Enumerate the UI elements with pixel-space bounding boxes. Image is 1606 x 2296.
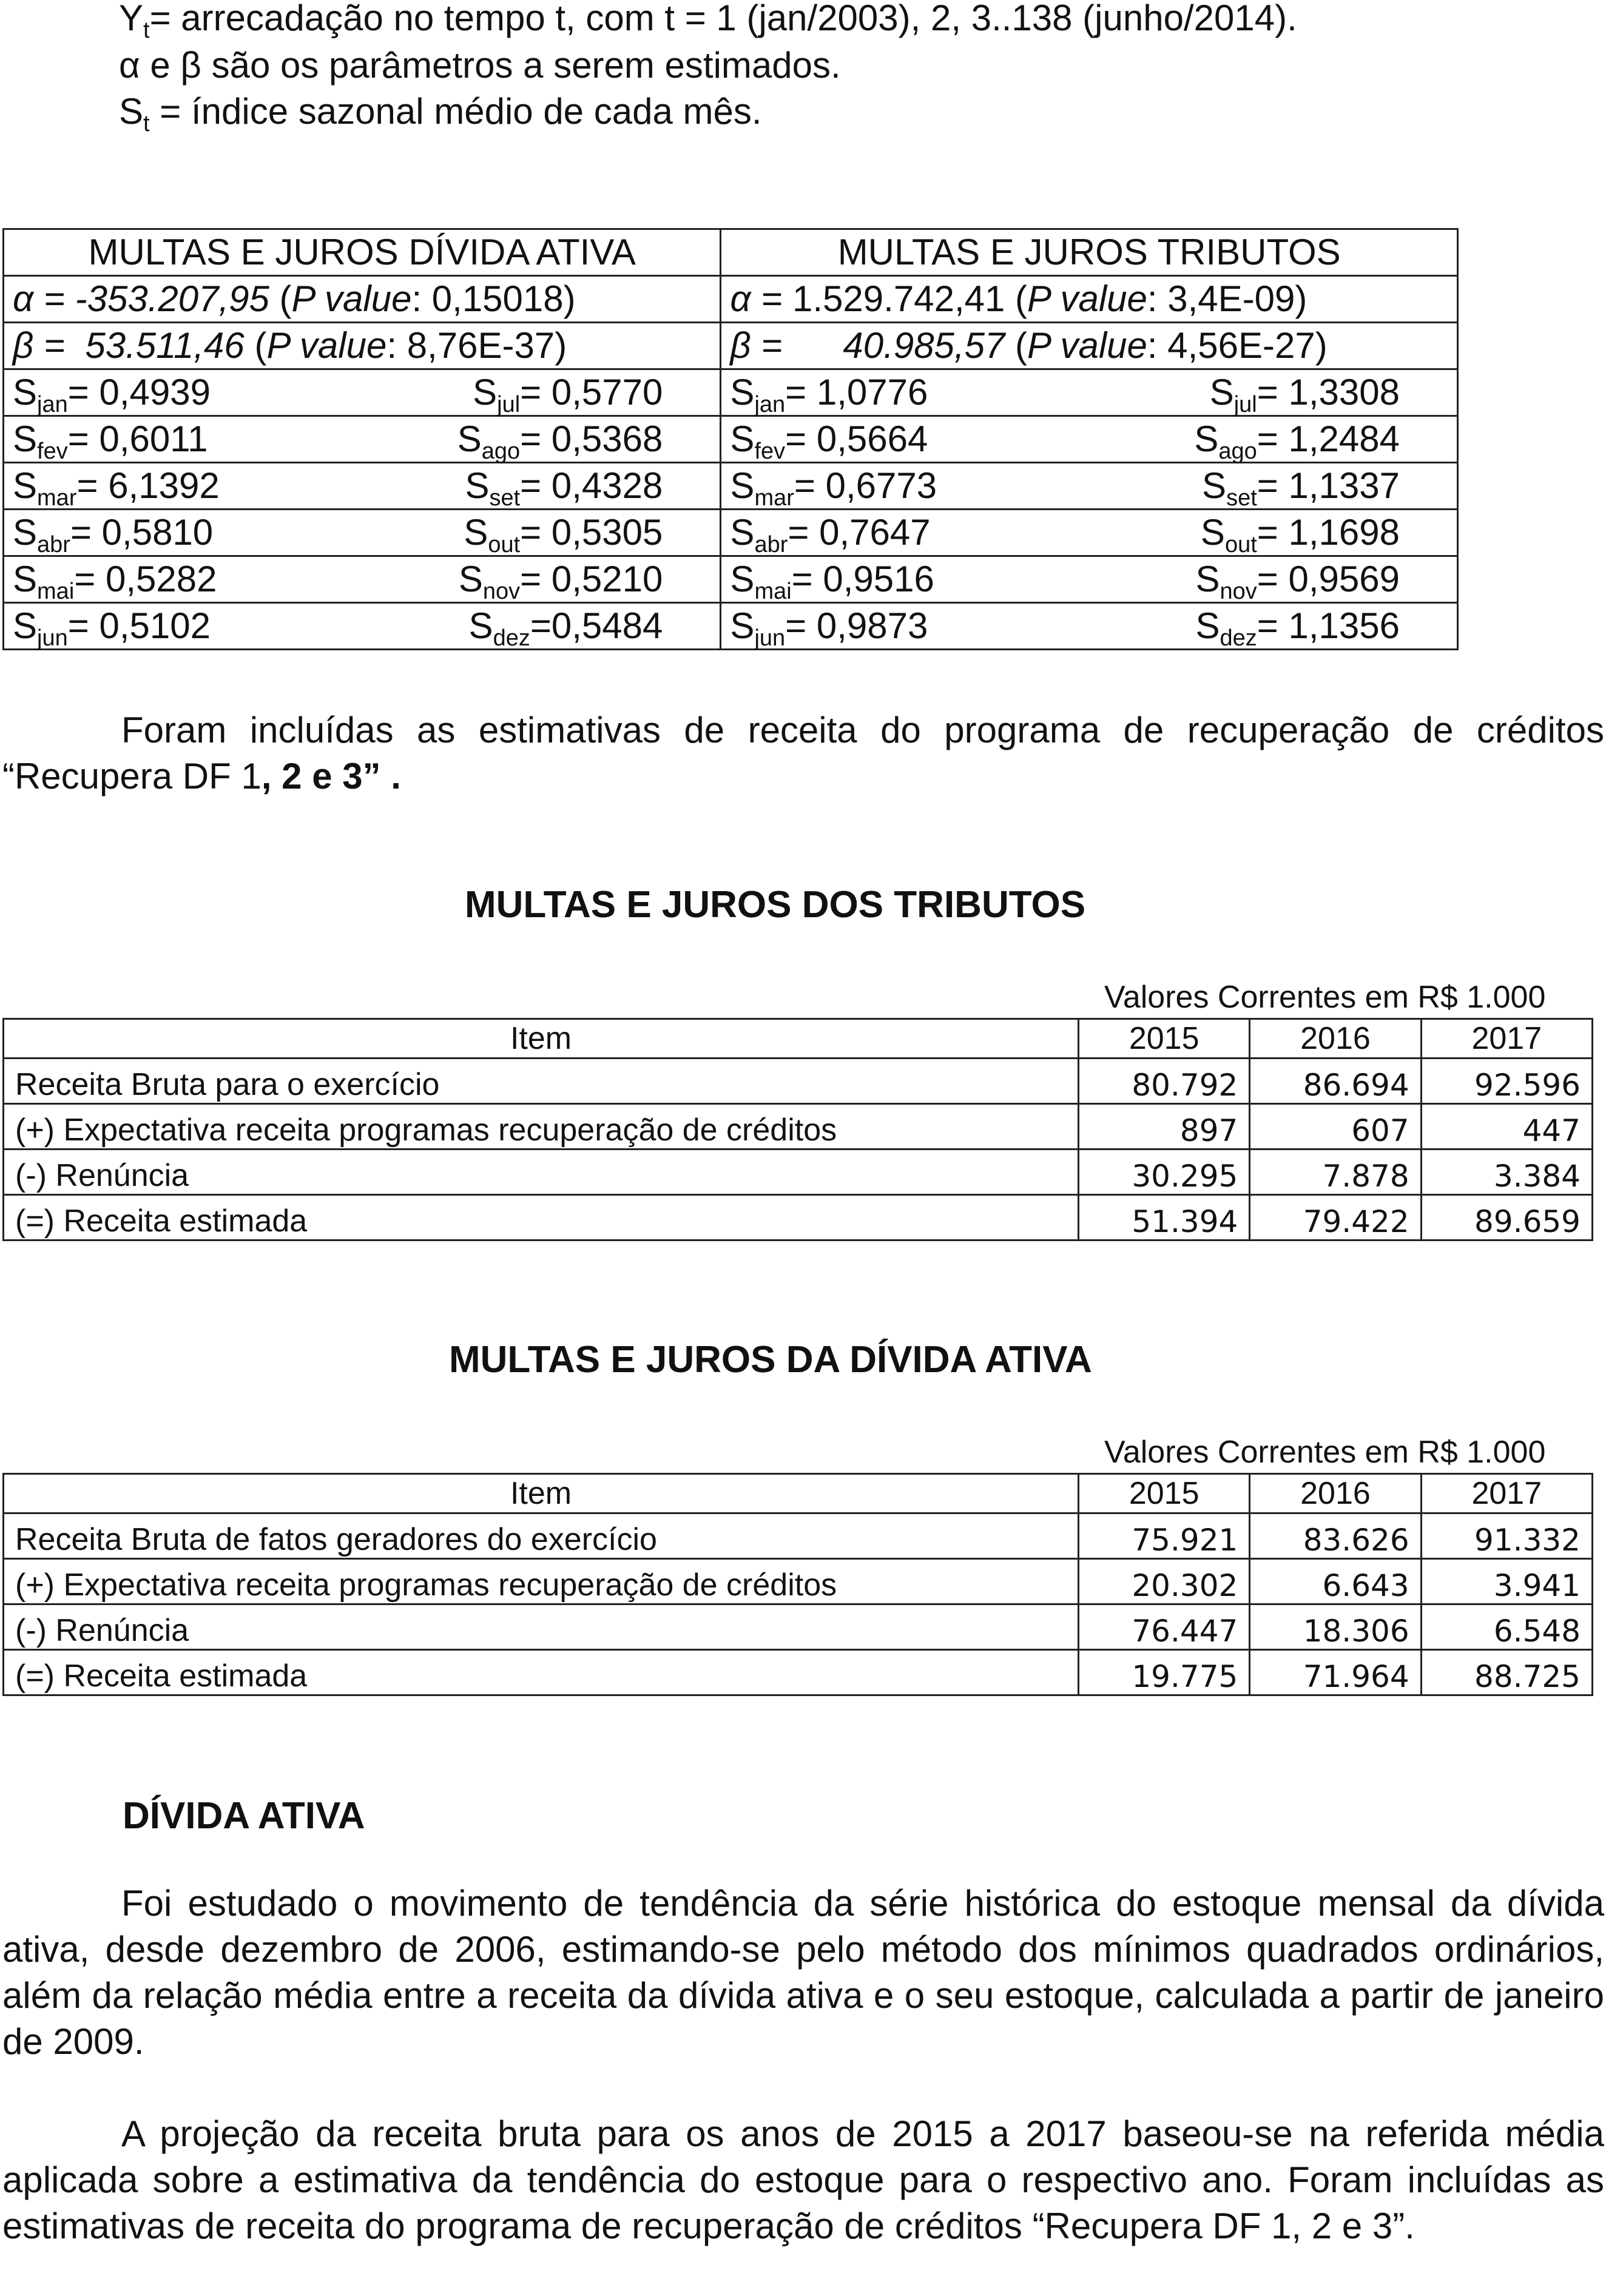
seasonal-row	[4, 510, 1458, 556]
value-cell: 71.964	[1250, 1650, 1421, 1695]
row-label: (-) Renúncia	[4, 1150, 1079, 1195]
value-cell: 447	[1421, 1104, 1592, 1150]
column-header: 2016	[1250, 1019, 1421, 1059]
seasonal-cell-divida	[4, 510, 721, 556]
seasonal-index: $S_{out}= 1,1698$	[1200, 512, 1400, 557]
section-title-divida-ativa: MULTAS E JUROS DA DÍVIDA ATIVA	[449, 1339, 1092, 1381]
seasonal-index: $S_{jul}= 1,3308$	[1209, 372, 1400, 417]
seasonal-cell-tributos	[721, 603, 1458, 650]
seasonal-cell-divida	[4, 556, 721, 603]
value-cell: 7.878	[1250, 1150, 1421, 1195]
seasonal-index: $S_{abr}= 0,7647$	[730, 512, 931, 557]
paragraph-recupera: Foram incluídas as estimativas de receita do programa de recuperação de créditos “Recupera DF 1, 2 e 3” .	[2, 710, 1604, 796]
table-row	[4, 1195, 1593, 1241]
value-cell: 79.422	[1250, 1195, 1421, 1241]
value-cell: 19.775	[1079, 1650, 1250, 1695]
column-header: Item	[4, 1474, 1079, 1513]
section-title-divida-ativa-text: DÍVIDA ATIVA	[123, 1795, 365, 1837]
row-label: (+) Expectativa receita programas recuperação de créditos	[4, 1559, 1079, 1604]
seasonal-index: $S_{jun}= 0,5102$	[13, 605, 211, 651]
paragraph-divida-ativa-2: A projeção da receita bruta para os anos de 2015 a 2017 baseou-se na referida média aplicada sobre a estimativa da tendência do estoque para o respectivo ano. Foram incluídas as estimativas de receita do programa de recuperação de créditos “Recupera DF 1, 2 e 3”.	[2, 2113, 1604, 2246]
seasonal-cell-tributos	[721, 510, 1458, 556]
intro-line-st: $S_t$ = índice sazonal médio de cada mês.	[119, 91, 762, 136]
row-label: Receita Bruta de fatos geradores do exercício	[4, 1513, 1079, 1559]
table-row	[4, 1559, 1593, 1604]
seasonal-index-rows	[4, 369, 1458, 650]
seasonal-index: $S_{mai}= 0,5282$	[13, 559, 217, 604]
seasonal-index: $S_{jun}= 0,9873$	[730, 605, 928, 651]
row-label: (=) Receita estimada	[4, 1650, 1079, 1695]
column-header: 2016	[1250, 1474, 1421, 1513]
seasonal-index: $S_{jan}= 1,0776$	[730, 372, 928, 417]
table-row	[4, 1059, 1593, 1104]
value-cell: 18.306	[1250, 1604, 1421, 1650]
intro-line-params: α e β são os parâmetros a serem estimados.	[119, 45, 841, 86]
value-cell: 6.548	[1421, 1604, 1592, 1650]
value-cell: 91.332	[1421, 1513, 1592, 1559]
seasonal-index: $S_{nov}= 0,9569$	[1195, 559, 1400, 604]
seasonal-row	[4, 603, 1458, 650]
column-header: 2017	[1421, 1474, 1592, 1513]
header-divida-ativa: MULTAS E JUROS DÍVIDA ATIVA	[4, 229, 721, 276]
value-cell: 897	[1079, 1104, 1250, 1150]
seasonal-index: $S_{dez}= 1,1356$	[1195, 605, 1400, 651]
seasonal-index: $S_{jul}= 0,5770$	[473, 372, 663, 417]
value-cell: 80.792	[1079, 1059, 1250, 1104]
seasonal-cell-divida	[4, 463, 721, 510]
seasonal-index: $S_{nov}= 0,5210$	[458, 559, 663, 604]
value-cell: 51.394	[1079, 1195, 1250, 1241]
value-cell: 6.643	[1250, 1559, 1421, 1604]
seasonal-index: $S_{fev}= 0,6011$	[13, 419, 208, 464]
value-cell: 75.921	[1079, 1513, 1250, 1559]
seasonal-index: $S_{set}= 1,1337$	[1202, 465, 1400, 511]
table-row	[4, 1650, 1593, 1695]
value-cell: 92.596	[1421, 1059, 1592, 1104]
value-cell: 86.694	[1250, 1059, 1421, 1104]
row-label: Receita Bruta para o exercício	[4, 1059, 1079, 1104]
row-label: (=) Receita estimada	[4, 1195, 1079, 1241]
seasonal-index: $S_{mar}= 6,1392$	[13, 465, 220, 511]
seasonal-index: $S_{mai}= 0,9516$	[730, 559, 934, 604]
table-header-row	[4, 1019, 1593, 1059]
beta-row	[4, 323, 1458, 369]
seasonal-index: $S_{dez}=0,5484$	[468, 605, 663, 651]
beta-tributos: β = 40.985,57 (P value: 4,56E-27)	[721, 323, 1458, 369]
value-cell: 83.626	[1250, 1513, 1421, 1559]
paragraph-divida-ativa-1: Foi estudado o movimento de tendência da série histórica do estoque mensal da dívida ativa, desde dezembro de 2006, estimando-se pelo método dos mínimos quadrados ordinários, além da relação média entre a receita da dívida ativa e o seu estoque, calculada a partir de janeiro de 2009.	[2, 1883, 1604, 2062]
seasonal-index: $S_{ago}= 1,2484$	[1194, 419, 1400, 464]
table-row	[4, 1150, 1593, 1195]
seasonal-index: $S_{out}= 0,5305$	[464, 512, 663, 557]
seasonal-index: $S_{jan}= 0,4939$	[13, 372, 211, 417]
value-cell: 89.659	[1421, 1195, 1592, 1241]
column-header: Item	[4, 1019, 1079, 1059]
seasonal-row	[4, 369, 1458, 416]
beta-divida: β = 53.511,46 (P value: 8,76E-37)	[4, 323, 721, 369]
table-row	[4, 1604, 1593, 1650]
table-row	[4, 1104, 1593, 1150]
value-cell: 3.941	[1421, 1559, 1592, 1604]
seasonal-index: $S_{fev}= 0,5664$	[730, 419, 928, 464]
parameter-table	[2, 228, 1459, 650]
value-cell: 76.447	[1079, 1604, 1250, 1650]
alpha-tributos: α = 1.529.742,41 (P value: 3,4E-09)	[721, 276, 1458, 323]
header-tributos: MULTAS E JUROS TRIBUTOS	[721, 229, 1458, 276]
column-header: 2017	[1421, 1019, 1592, 1059]
seasonal-cell-divida	[4, 603, 721, 650]
seasonal-cell-divida	[4, 416, 721, 463]
table-multas-juros-divida-ativa	[2, 1473, 1593, 1696]
seasonal-cell-tributos	[721, 416, 1458, 463]
seasonal-index: $S_{abr}= 0,5810$	[13, 512, 214, 557]
row-label: (-) Renúncia	[4, 1604, 1079, 1650]
seasonal-index: $S_{ago}= 0,5368$	[457, 419, 663, 464]
seasonal-row	[4, 463, 1458, 510]
seasonal-cell-tributos	[721, 556, 1458, 603]
table-header-row	[4, 1474, 1593, 1513]
value-cell: 88.725	[1421, 1650, 1592, 1695]
table-row	[4, 1513, 1593, 1559]
unit-label-divida: Valores Correntes em R$ 1.000	[1104, 1435, 1546, 1470]
seasonal-cell-tributos	[721, 463, 1458, 510]
row-label: (+) Expectativa receita programas recuperação de créditos	[4, 1104, 1079, 1150]
column-header: 2015	[1079, 1474, 1250, 1513]
value-cell: 3.384	[1421, 1150, 1592, 1195]
seasonal-cell-tributos	[721, 369, 1458, 416]
value-cell: 30.295	[1079, 1150, 1250, 1195]
value-cell: 607	[1250, 1104, 1421, 1150]
seasonal-cell-divida	[4, 369, 721, 416]
parameter-table-header	[4, 229, 1458, 276]
value-cell: 20.302	[1079, 1559, 1250, 1604]
alpha-row	[4, 276, 1458, 323]
table-multas-juros-tributos	[2, 1018, 1593, 1241]
seasonal-row	[4, 416, 1458, 463]
seasonal-row	[4, 556, 1458, 603]
section-title-tributos: MULTAS E JUROS DOS TRIBUTOS	[465, 884, 1086, 926]
unit-label-tributos: Valores Correntes em R$ 1.000	[1104, 980, 1546, 1015]
seasonal-index: $S_{mar}= 0,6773$	[730, 465, 937, 511]
intro-line-yt: $Y_t=$ arrecadação no tempo t, com t = 1 (jan/2003), 2, 3..138 (junho/2014).	[119, 0, 1297, 43]
seasonal-index: $S_{set}= 0,4328$	[465, 465, 663, 511]
alpha-divida: α = -353.207,95 (P value: 0,15018)	[4, 276, 721, 323]
column-header: 2015	[1079, 1019, 1250, 1059]
